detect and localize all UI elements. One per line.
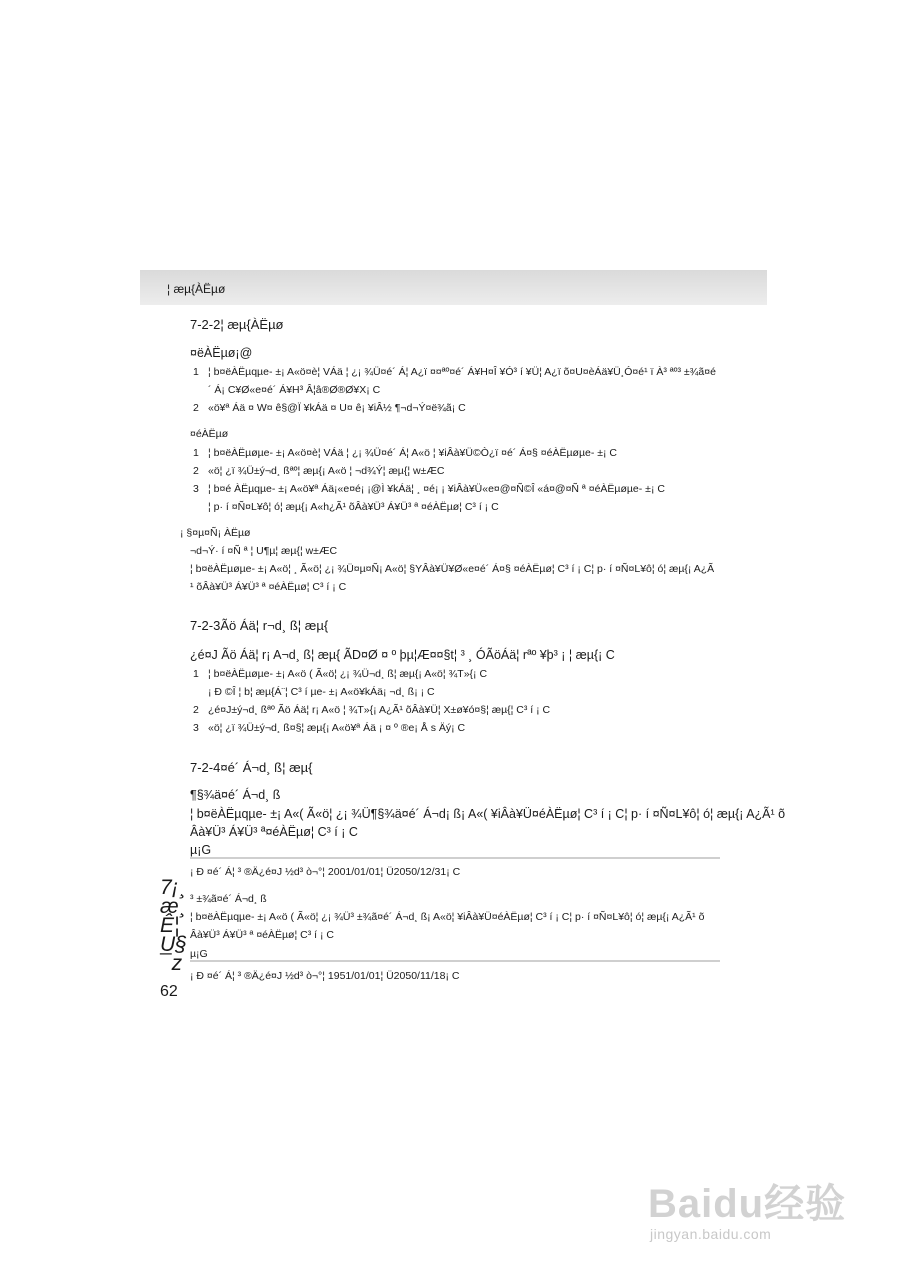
body-text: «ö¦ ¿ï ¾Ü±ý¬d¸ ßªº¦ æµ{¡ A«ö ¦ ¬d¾Ý¦ æµ{¦ w±ÆC	[208, 465, 445, 477]
body-text: «ö¥ª Áä ¤ W¤ ê§@Ï ¥kÁä ¤ U¤ ê¡ ¥iÂ½ ¶¬d¬Ý¤ë¾ã¡ C	[208, 402, 466, 414]
subsection-heading: ¤éÀËµø	[190, 428, 229, 440]
body-text: ¦ b¤ëÀËµqµe- ±¡ A«ö ( Ã«ö¦ ¿¡ ¾Ü³ ±¾ã¤é´ Á¬d¸ ß¡ A«ö¦ ¥iÂà¥Ü¤éÀËµø¦ C³ í ¡ C¦ p· í ¤Ñ¤L¥ô¦ ó¦ æµ{¡ A¿Ã¹ õ	[190, 911, 705, 923]
body-text: Âà¥Ü³ Á¥Ü³ ª ¤éÀËµø¦ C³ í ¡ C	[190, 929, 334, 941]
divider	[190, 857, 720, 859]
body-text: ¦ b¤ëÀËµøµe- ±¡ A«ö¦ ¸ Ã«ö¦ ¿¡ ¾Ü¤µ¤Ñ¡ A«ö¦ §YÂà¥Ü¥Ø«e¤é´ Á¤§ ¤éÀËµø¦ C³ í ¡ C¦ p· í ¤Ñ¤L¥ô¦ ó¦ æµ{¡ A¿Ã	[190, 563, 715, 575]
body-text: ¦ b¤ëÀËµøµe- ±¡ A«ö ( Ã«ö¦ ¿¡ ¾Ü¬d¸ ß¦ æµ{¡ A«ö¦ ¾T»{¡ C	[208, 668, 488, 680]
subsection-heading: ¤ëÀËµø¡@	[190, 346, 253, 360]
step-number: 3	[193, 483, 199, 495]
body-text: Âà¥Ü³ Á¥Ü³ ª¤éÀËµø¦ C³ í ¡ C	[190, 825, 358, 839]
note-label: µ¡G	[190, 948, 208, 960]
header-label: ¦ æµ{ÀËµø	[167, 282, 226, 296]
page-number: 62	[160, 983, 178, 1000]
date-range-note: ¡ Ð ¤é´ Á¦ ³ ®Ä¿é¤J ½d³ ò¬°¦ 2001/01/01¦ Ü2050/12/31¡ C	[190, 866, 461, 878]
date-range-note: ¡ Ð ¤é´ Á¦ ³ ®Ä¿é¤J ½d³ ò¬°¦ 1951/01/01¦ Ü2050/11/18¡ C	[190, 970, 460, 982]
body-text: ¦ b¤ëÀËµqµe- ±¡ A«( Ã«ö¦ ¿¡ ¾Ü¶§¾ä¤é´ Á¬d¡ ß¡ A«( ¥iÂà¥Ü¤éÀËµø¦ C³ í ¡ C¦ p· í ¤Ñ¤L¥ô¦ ó¦ æµ{¡ A¿Ã¹ õ	[190, 807, 786, 821]
section-title: 7-2-4¤é´ Á¬d¸ ß¦ æµ{	[190, 760, 313, 775]
step-number: 1	[193, 447, 199, 459]
body-text: ´ Á¡ C¥Ø«e¤é´ Á¥H³ Â¦â®Ø®Ø¥X¡ C	[208, 384, 381, 396]
body-text: ¦ b¤ëÀËµqµe- ±¡ A«ö¤è¦ VÁä ¦ ¿¡ ¾Ü¤é´ Á¦ A¿ï ¤¤ªº¤é´ Á¥H¤Î ¥Ó³ í ¥Ü¦ A¿ï õ¤U¤èÁä¥Ü¸Ó¤é¹ ï À³ ªº³ ±¾ã¤é	[208, 366, 716, 378]
section-lead: ¿é¤J Ãö Áä¦ r¡ A¬d¸ ß¦ æµ{ ÃD¤Ø ¤ º þµ¦Æ¤¤§t¦ ³ ¸ ÓÃöÁä¦ rªº ¥þ³ ¡ ¦ æµ{¡ C	[190, 648, 615, 662]
body-text: ¡ Ð ©Î ¦ b¦ æµ{Á¨¦ C³ í µe- ±¡ A«ö¥kÁä¡ ¬d¸ ß¡ ¡ C	[208, 686, 435, 698]
step-number: 3	[193, 722, 199, 734]
section-title: 7-2-2¦ æµ{ÀËµø	[190, 317, 284, 332]
body-text: «ö¦ ¿ï ¾Ü±ý¬d¸ ß¤§¦ æµ{¡ A«ö¥ª Áä ¡ ¤ º ®e¡ Å s Äý¡ C	[208, 722, 466, 734]
body-text: ¬d¬Ý· í ¤Ñ ª ¦ U¶µ¦ æµ{¦ w±ÆC	[190, 545, 338, 557]
header-band	[140, 270, 767, 305]
body-text: ¦ p· í ¤Ñ¤L¥ô¦ ó¦ æµ{¡ A«h¿Ã¹ õÂà¥Ü³ Á¥Ü³ ª ¤éÀËµø¦ C³ í ¡ C	[208, 501, 499, 513]
divider	[190, 960, 720, 962]
step-number: 2	[193, 704, 199, 716]
subsection-heading: ¶§¾ä¤é´ Á¬d¸ ß	[190, 788, 281, 802]
section-title: 7-2-3Ãö Áä¦ r¬d¸ ß¦ æµ{	[190, 618, 329, 633]
step-number: 1	[193, 366, 199, 378]
body-text: ¦ b¤é ÀËµqµe- ±¡ A«ö¥ª Áä¡«e¤é¡ ¡@Ì ¥kÁä¦ ¸ ¤é¡ ¡ ¥iÂà¥Ü«e¤@¤Ñ©Î «á¤@¤Ñ ª ¤éÀËµøµe- ±¡ C	[208, 483, 665, 495]
body-text: ¦ b¤ëÀËµøµe- ±¡ A«ö¤è¦ VÁä ¦ ¿¡ ¾Ü¤é´ Á¦ A«ö ¦ ¥iÂà¥Ü©Ò¿ï ¤é´ Á¤§ ¤éÀËµøµe- ±¡ C	[208, 447, 618, 459]
step-number: 2	[193, 465, 199, 477]
note-label: µ¡G	[190, 843, 212, 857]
subsection-heading: ¡ §¤µ¤Ñ¡ ÀËµø	[180, 527, 251, 539]
body-text: ¹ õÂà¥Ü³ Á¥Ü³ ª ¤éÀËµø¦ C³ í ¡ C	[190, 581, 347, 593]
body-text: ¿é¤J±ý¬d¸ ßªº Ãö Áä¦ r¡ A«ö ¦ ¾T»{¡ A¿Ã¹ õÂà¥Ü¦ X±ø¥ó¤§¦ æµ{¦ C³ í ¡ C	[208, 704, 551, 716]
watermark-logo: Baidu经验	[648, 1182, 847, 1226]
chapter-side-label: 7¡¸æ¸Ê¦U§¯z	[160, 876, 187, 975]
step-number: 1	[193, 668, 199, 680]
step-number: 2	[193, 402, 199, 414]
watermark-url: jingyan.baidu.com	[650, 1226, 772, 1242]
subsection-heading: ³ ±¾ã¤é´ Á¬d¸ ß	[190, 893, 267, 905]
